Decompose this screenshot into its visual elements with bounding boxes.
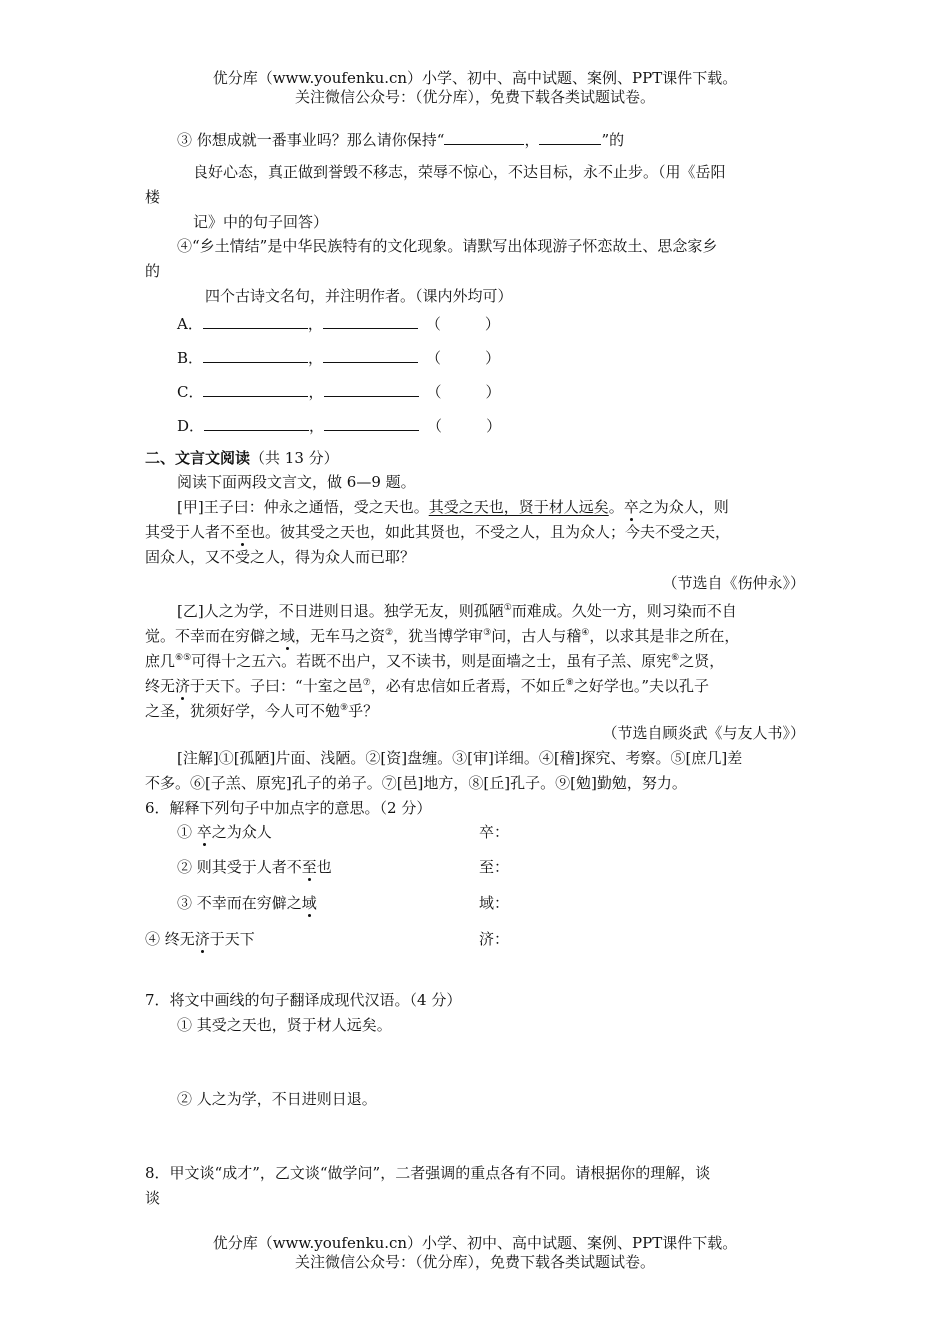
yi-text: 可得十之五六。若既不出户，又不读书，则是面墙之士，虽有子羔、原宪 <box>191 652 672 670</box>
q3-blank-2[interactable] <box>539 128 601 145</box>
jia-line-2 <box>145 522 730 542</box>
footer-line-1: 优分库（www.youfenku.cn）小学、初中、高中试题、案例、PPT课件下载。 <box>212 1234 738 1252</box>
q4-comma: ， <box>309 417 325 435</box>
dotted-char: 卒 <box>196 823 212 841</box>
yi-text: 庶几 <box>145 652 176 670</box>
q4-blank[interactable] <box>204 414 309 431</box>
yi-text: ，以求其是非之所在， <box>589 627 740 645</box>
q7-sentence-1: ① 其受之天也，贤于材人远矣。 <box>177 1016 392 1034</box>
q3-line-3: 记》中的句子回答） <box>193 213 329 231</box>
q4-blank[interactable] <box>203 346 308 363</box>
yi-text: 觉。不幸而在穷僻之 <box>145 627 281 645</box>
yi-line-2 <box>145 623 739 646</box>
footnote-marker: ⑥⑤ <box>175 653 192 663</box>
q4-line-1b: 的 <box>145 262 161 280</box>
yi-text: 之圣，犹须好学，今人可不勉 <box>145 702 341 720</box>
yi-text: [乙]人之为学，不日进则日退。独学无友，则孤陋 <box>177 602 504 620</box>
footnote-marker: ③ <box>483 628 492 638</box>
jia-line-3: 固众人，又不受之人，得为众人而已耶？ <box>145 548 416 566</box>
q3-prefix: ③ 你想成就一番事业吗？那么请你保持“ <box>177 131 445 149</box>
q4-line-2: 四个古诗文名句，并注明作者。（课内外均可） <box>205 287 513 305</box>
q4-blank[interactable] <box>323 346 418 363</box>
yi-text: 于天下。子曰：“十室之邑 <box>190 677 363 695</box>
header-line-1: 优分库（www.youfenku.cn）小学、初中、高中试题、案例、PPT课件下载。 <box>212 69 738 87</box>
jia-text: [甲]王子曰：仲永之通悟，受之天也。 <box>177 498 429 516</box>
footnote-marker: ④ <box>581 628 590 638</box>
q4-paren-close: ） <box>485 383 501 401</box>
dotted-char: 济 <box>194 930 210 948</box>
footnote-marker: ⑧ <box>565 678 574 688</box>
yi-text: 之好学也。”夫以孔子 <box>573 677 710 695</box>
yi-text: 问，古人与稽 <box>491 627 582 645</box>
q6-item-text: ② 则其受于人者不 <box>177 858 302 876</box>
q3-comma: ， <box>524 131 540 149</box>
footnote-marker: ⑥ <box>671 653 680 663</box>
q4-option-label: A． <box>177 315 203 333</box>
q4-option-b <box>177 346 500 368</box>
dotted-char: 域 <box>301 894 317 912</box>
jia-source: （节选自《伤仲永》） <box>662 574 805 592</box>
q4-blank[interactable] <box>324 414 419 431</box>
q7-title: 7．将文中画线的句子翻译成现代汉语。（4 分） <box>145 991 462 1009</box>
q4-paren-close: ） <box>485 349 501 367</box>
dotted-char-zhi: 至 <box>235 523 251 541</box>
dotted-char: 至 <box>301 858 317 876</box>
yi-text: 而难成。久处一方，则习染而不自 <box>511 602 737 620</box>
notes-line-2: 不多。⑥[子羔、原宪]孔子的弟子。⑦[邑]地方，⑧[丘]孔子。⑨[勉]勤勉，努力。 <box>145 774 687 792</box>
q3-suffix: ”的 <box>601 131 625 149</box>
notes-line-1: [注解]①[孤陋]片面、浅陋。②[资]盘缠。③[审]详细。④[稽]探究、考察。⑤[庶几]差 <box>177 749 743 767</box>
footnote-marker: ⑨ <box>340 703 349 713</box>
q4-blank[interactable] <box>203 312 308 329</box>
q6-item-text: ③ 不幸而在穷僻之 <box>177 894 302 912</box>
q4-line-1: ④“乡土情结”是中华民族特有的文化现象。请默写出体现游子怀恋故土、思念家乡 <box>177 237 718 255</box>
yi-text: 之贤， <box>679 652 725 670</box>
q8-line-1: 8．甲文谈“成才”，乙文谈“做学问”，二者强调的重点各有不同。请根据你的理解，谈 <box>145 1164 711 1182</box>
q6-item-text: ④ 终无 <box>145 930 195 948</box>
q6-item-text: 于天下 <box>209 930 255 948</box>
jia-text: 之为众人，则 <box>638 498 729 516</box>
q4-blank[interactable] <box>324 380 419 397</box>
header-line-2: 关注微信公众号：（优分库），免费下载各类试题试卷。 <box>294 88 655 106</box>
q4-option-label: C． <box>177 383 204 401</box>
q4-option-a <box>177 312 500 334</box>
q4-paren-open: （ <box>425 315 441 333</box>
q4-blank[interactable] <box>203 380 308 397</box>
jia-text: 也。彼其受之天也，如此其贤也，不受之人，且为众人；今夫不受之天， <box>250 523 731 541</box>
dotted-char-ji: 济 <box>175 677 191 695</box>
q6-item-text: 也 <box>316 858 332 876</box>
q6-item-3 <box>177 893 317 913</box>
q4-paren-open: （ <box>426 383 442 401</box>
jia-underlined-sentence: 其受之天也，贤于材人远矣 <box>428 498 609 516</box>
q4-paren-close: ） <box>486 417 502 435</box>
jia-text: 其受于人者不 <box>145 523 236 541</box>
yi-text: ，犹当博学审 <box>393 627 484 645</box>
q4-paren-open: （ <box>427 417 443 435</box>
q6-item-text: ① <box>177 823 197 841</box>
q4-comma: ， <box>307 315 323 333</box>
yi-text: ，无车马之资 <box>295 627 386 645</box>
section2-title: 二、文言文阅读 <box>145 449 251 467</box>
q4-paren-open: （ <box>426 349 442 367</box>
q6-item-2 <box>177 857 332 877</box>
yi-text: ，必有忠信如丘者焉，不如丘 <box>370 677 566 695</box>
footer-line-2: 关注微信公众号：（优分库），免费下载各类试题试卷。 <box>294 1253 655 1271</box>
q6-answer-label[interactable]: 域： <box>479 894 510 912</box>
q6-item-4 <box>145 929 255 949</box>
yi-text: 终无 <box>145 677 176 695</box>
section2-score: （共 13 分） <box>250 449 339 467</box>
yi-line-3 <box>145 648 724 671</box>
q3-line-1 <box>177 128 624 150</box>
yi-source: （节选自顾炎武《与友人书》） <box>602 724 805 742</box>
footnote-marker: ① <box>503 603 512 613</box>
yi-line-1 <box>177 598 737 621</box>
dotted-char-zu: 卒 <box>623 498 639 516</box>
yi-line-4 <box>145 673 709 696</box>
q4-comma: ， <box>308 383 324 401</box>
q6-item-text: 之为众人 <box>211 823 272 841</box>
yi-text: 乎？ <box>348 702 379 720</box>
jia-line-1 <box>177 497 729 517</box>
q3-blank-1[interactable] <box>444 128 524 145</box>
dotted-char-yu: 域 <box>280 627 296 645</box>
q4-blank[interactable] <box>323 312 418 329</box>
q4-option-c <box>177 380 501 402</box>
q6-answer-label[interactable]: 至： <box>479 858 510 876</box>
q4-paren-close: ） <box>484 315 500 333</box>
q8-line-2: 谈 <box>145 1189 161 1207</box>
section2-heading <box>145 448 339 468</box>
jia-text: 。 <box>608 498 624 516</box>
footnote-marker: ⑦ <box>362 678 371 688</box>
q4-option-label: D． <box>177 417 205 435</box>
yi-line-5 <box>145 698 378 721</box>
q6-answer-label[interactable]: 卒： <box>479 823 510 841</box>
q3-line-2b: 楼 <box>145 188 161 206</box>
q6-item-1 <box>177 822 272 842</box>
q3-line-2: 良好心态，真正做到誉毁不移志，荣辱不惊心，不达目标，永不止步。（用《岳阳 <box>193 163 726 181</box>
section2-intro: 阅读下面两段文言文，做 6—9 题。 <box>177 473 416 491</box>
q4-option-label: B． <box>177 349 204 367</box>
q4-option-d <box>177 414 501 436</box>
q6-title: 6．解释下列句子中加点字的意思。（2 分） <box>145 799 432 817</box>
q6-answer-label[interactable]: 济： <box>479 930 510 948</box>
q7-sentence-2: ② 人之为学，不日进则日退。 <box>177 1090 377 1108</box>
q4-comma: ， <box>308 349 324 367</box>
footnote-marker: ② <box>385 628 394 638</box>
